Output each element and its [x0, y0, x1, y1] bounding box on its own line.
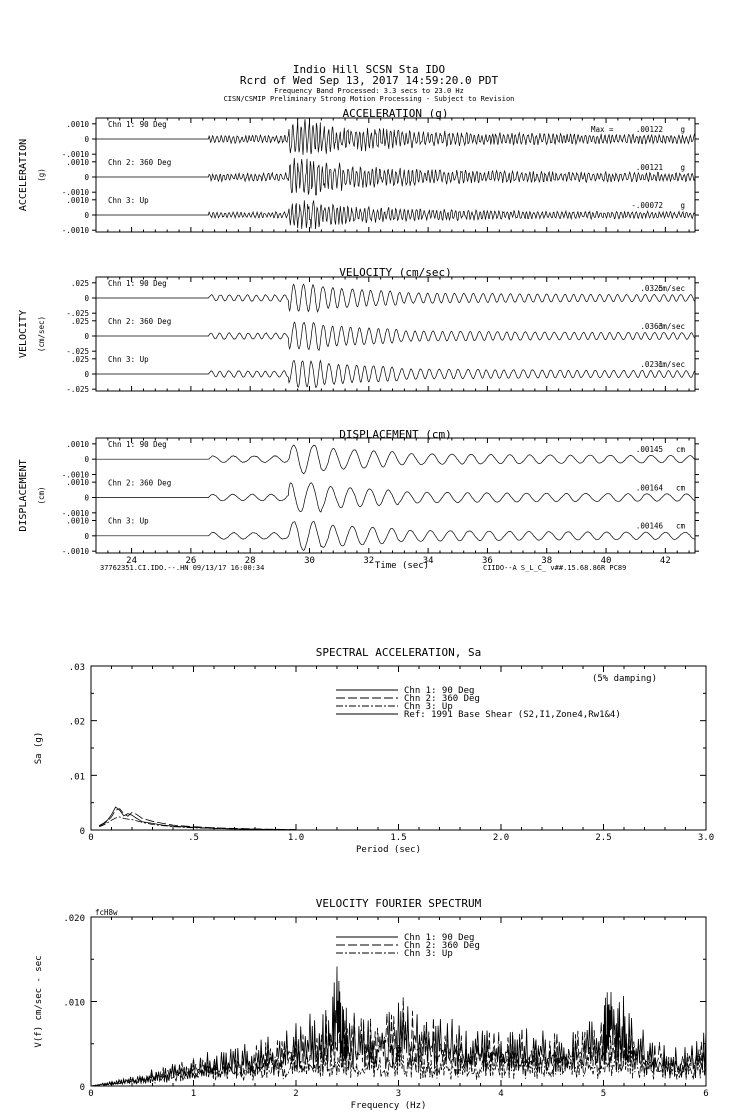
x-tick-label: 38	[541, 556, 553, 566]
displacement-panel	[18, 428, 699, 571]
frequency-band: Frequency Band Processed: 3.3 secs to 23.0 Hz	[274, 87, 464, 95]
channel-label: Chn 1: 90 Deg	[108, 279, 167, 288]
panel-title: DISPLACEMENT (cm)	[339, 428, 452, 441]
peak-value: .0363	[640, 322, 663, 331]
peak-value: .0325	[640, 284, 663, 293]
y-tick-label: .025	[70, 354, 89, 364]
y-tick-label: .0010	[66, 516, 89, 526]
record-id: 37762351.CI.IDO.--.HN 09/13/17 16:00:34	[100, 564, 265, 572]
legend-entry: Chn 1: 90 Deg	[404, 933, 475, 943]
peak-unit: cm/sec	[657, 322, 685, 331]
panel-unit-label: (g)	[37, 168, 46, 182]
y-tick-label: -.025	[66, 309, 89, 319]
x-axis-label: Period (sec)	[355, 845, 422, 855]
x-tick-label: 28	[244, 556, 256, 566]
y-tick-label: -.025	[66, 347, 89, 357]
x-tick-label: 1.0	[287, 833, 305, 843]
y-axis-label: Sa (g)	[34, 731, 44, 765]
x-tick-label: 30	[304, 556, 315, 566]
chart-title: VELOCITY FOURIER SPECTRUM	[315, 897, 482, 910]
y-tick-label: .03	[68, 663, 85, 673]
y-tick-label: 0	[84, 173, 89, 182]
y-tick-label: .02	[68, 717, 85, 728]
legend-entry: Chn 3: Up	[404, 702, 453, 712]
channel-trace	[96, 322, 695, 350]
panel-unit-label: (cm)	[37, 486, 46, 505]
series-line	[91, 967, 706, 1087]
y-tick-label: 0	[84, 211, 89, 220]
x-tick-label: 32	[363, 556, 375, 566]
y-tick-label: 0	[84, 332, 89, 341]
x-tick-label: 26	[185, 556, 197, 566]
channel-trace	[96, 361, 695, 388]
velocity-panel	[18, 266, 699, 394]
x-tick-label: 2	[293, 1089, 299, 1099]
peak-value: .00121	[635, 163, 663, 172]
chart-frame	[91, 917, 706, 1086]
series-line	[99, 807, 296, 830]
x-tick-label: 40	[600, 556, 612, 566]
legend-entry: Chn 2: 360 Deg	[404, 941, 480, 951]
panel-side-label: ACCELERATION	[18, 138, 29, 212]
x-tick-label: 34	[422, 556, 434, 566]
x-tick-label: 42	[659, 556, 671, 566]
panel-side-label: VELOCITY	[18, 309, 29, 359]
y-tick-label: .010	[63, 998, 85, 1009]
peak-value: -.00072	[631, 201, 663, 210]
spectral-acceleration-chart	[34, 646, 714, 855]
channel-trace	[96, 483, 695, 512]
peak-unit: g	[680, 201, 685, 210]
y-axis-label: V(f) cm/sec - sec	[34, 955, 44, 1048]
y-tick-label: 0	[84, 135, 89, 144]
peak-unit: cm/sec	[657, 284, 685, 293]
legend-entry: Chn 1: 90 Deg	[404, 686, 475, 696]
x-tick-label: 5	[600, 1089, 607, 1099]
x-tick-label: 2.5	[595, 833, 612, 843]
processing-version: CIIDO--A S_L_C_ v##.15.68.86R PC89	[483, 564, 627, 572]
time-history-panels	[18, 107, 699, 571]
y-tick-label: -.0010	[61, 470, 89, 480]
channel-trace	[96, 522, 695, 551]
panel-title: ACCELERATION (g)	[342, 107, 449, 120]
y-tick-label: -.0010	[61, 188, 89, 198]
x-tick-label: 2.0	[492, 833, 510, 843]
y-tick-label: 0	[79, 827, 85, 837]
y-tick-label: .025	[70, 316, 89, 326]
peak-value: .00164	[635, 483, 663, 493]
peak-value: .00145	[635, 445, 663, 454]
channel-trace	[96, 158, 695, 195]
legend-entry: Ref: 1991 Base Shear (S2,I1,Zone4,Rw1&4)	[404, 710, 621, 720]
x-axis-label: Frequency (Hz)	[350, 1101, 427, 1111]
x-tick-label: 4	[498, 1089, 504, 1099]
y-tick-label: .0010	[66, 157, 89, 167]
channel-trace	[96, 284, 695, 312]
x-tick-label: 36	[482, 556, 493, 566]
peak-prefix: Max =	[591, 125, 614, 134]
peak-unit: cm	[675, 445, 685, 454]
chart-title: SPECTRAL ACCELERATION, Sa	[315, 646, 482, 659]
x-tick-label: 6	[703, 1089, 709, 1099]
corner-label: fcH8w	[95, 908, 118, 917]
y-tick-label: .0010	[66, 195, 89, 205]
x-tick-label: 1	[190, 1089, 197, 1099]
x-tick-label: 3	[395, 1089, 402, 1099]
station-title: Indio Hill SCSN Sta IDO	[292, 63, 446, 76]
x-tick-label: 1.5	[390, 833, 407, 843]
x-tick-label: 24	[126, 556, 138, 566]
y-tick-label: 0	[84, 531, 89, 541]
x-axis-label: Time (sec)	[374, 561, 430, 571]
y-tick-label: .0010	[66, 119, 89, 129]
processing-note: CISN/CSMIP Preliminary Strong Motion Processing - Subject to Revision	[223, 95, 515, 103]
acceleration-panel	[18, 107, 699, 235]
y-tick-label: 0	[84, 493, 89, 503]
y-tick-label: .01	[68, 772, 85, 783]
y-tick-label: -.0010	[61, 547, 89, 557]
peak-value: .00122	[635, 125, 663, 134]
y-tick-label: -.0010	[61, 226, 89, 236]
channel-label: Chn 2: 360 Deg	[108, 478, 172, 488]
chart-frame	[91, 666, 706, 830]
channel-label: Chn 3: Up	[108, 355, 149, 364]
y-tick-label: .020	[63, 914, 85, 924]
peak-unit: cm/sec	[657, 360, 685, 369]
peak-unit: cm	[675, 483, 685, 493]
y-tick-label: 0	[84, 294, 89, 303]
peak-unit: cm	[675, 521, 685, 531]
panel-title: VELOCITY (cm/sec)	[339, 266, 452, 279]
y-tick-label: .0010	[66, 478, 89, 488]
channel-trace	[96, 200, 695, 229]
channel-label: Chn 1: 90 Deg	[108, 440, 167, 449]
y-tick-label: 0	[79, 1083, 85, 1093]
peak-unit: g	[680, 125, 685, 134]
x-tick-label: 3.0	[697, 833, 715, 843]
y-tick-label: .0010	[66, 439, 89, 449]
velocity-fourier-spectrum-chart	[34, 897, 709, 1111]
panel-side-label: DISPLACEMENT	[18, 459, 29, 532]
x-tick-label: .5	[188, 833, 199, 843]
channel-label: Chn 2: 360 Deg	[108, 317, 172, 326]
peak-unit: g	[680, 163, 685, 172]
y-tick-label: .025	[70, 278, 89, 288]
x-tick-label: 0	[88, 833, 94, 843]
y-tick-label: -.0010	[61, 150, 89, 160]
x-tick-label: 0	[88, 1089, 94, 1099]
channel-label: Chn 3: Up	[108, 196, 149, 205]
y-tick-label: 0	[84, 370, 89, 379]
channel-label: Chn 2: 360 Deg	[108, 158, 172, 167]
y-tick-label: -.025	[66, 385, 89, 395]
channel-label: Chn 3: Up	[108, 516, 149, 526]
damping-note: (5% damping)	[591, 674, 657, 684]
y-tick-label: 0	[84, 455, 89, 465]
legend-entry: Chn 2: 360 Deg	[404, 694, 480, 704]
peak-value: .0231	[640, 360, 663, 369]
peak-value: .00146	[635, 521, 663, 531]
channel-label: Chn 1: 90 Deg	[108, 120, 167, 129]
series-line	[99, 817, 296, 830]
y-tick-label: -.0010	[61, 508, 89, 518]
panel-unit-label: (cm/sec)	[37, 315, 46, 353]
record-time: Rcrd of Wed Sep 13, 2017 14:59:20.0 PDT	[239, 74, 499, 87]
channel-trace	[96, 445, 695, 474]
legend-entry: Chn 3: Up	[404, 949, 453, 959]
